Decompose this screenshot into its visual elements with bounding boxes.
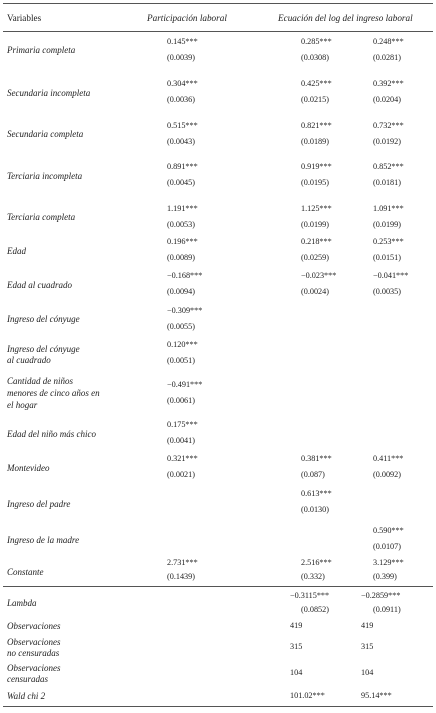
stat-value: −0.3115***: [290, 591, 330, 600]
coef-cell: 3.129***: [373, 558, 404, 567]
coef-cell: 1.191***: [167, 204, 198, 213]
stat-label: Observaciones: [7, 621, 61, 631]
row-label: Edad del niño más chico: [7, 429, 96, 439]
stat-se: (0.0911): [373, 605, 401, 614]
se-cell: (0.0189): [301, 137, 329, 146]
coef-cell: 0.145***: [167, 37, 198, 46]
header-variables: Variables: [7, 13, 42, 23]
se-cell: (0.0192): [373, 137, 401, 146]
coef-cell: 0.196***: [167, 237, 198, 246]
stat-label: Observaciones: [7, 663, 61, 673]
coef-cell: −0.168***: [167, 271, 203, 280]
header-rule: [3, 31, 433, 32]
se-cell: (0.0089): [167, 253, 195, 262]
row-label: Ingreso del cónyuge: [7, 314, 80, 324]
se-cell: (0.0281): [373, 53, 401, 62]
se-cell: (0.0036): [167, 95, 195, 104]
se-cell: (0.0199): [373, 220, 401, 229]
coef-cell: 0.321***: [167, 454, 198, 463]
se-cell: (0.0055): [167, 322, 195, 331]
coef-cell: 0.392***: [373, 79, 404, 88]
row-label: Montevideo: [7, 463, 50, 473]
coef-cell: 2.731***: [167, 558, 198, 567]
row-label: Edad al cuadrado: [7, 280, 72, 290]
row-label: Terciaria completa: [7, 212, 76, 222]
se-cell: (0.0039): [167, 53, 195, 62]
coef-cell: 0.120***: [167, 340, 198, 349]
coef-cell: 0.218***: [301, 237, 332, 246]
header-participacion: Participación laboral: [147, 13, 227, 23]
stat-value: 95.14***: [361, 691, 392, 700]
se-cell: (0.0041): [167, 436, 195, 445]
stat-value: 315: [290, 642, 303, 651]
se-cell: (0.0053): [167, 220, 195, 229]
se-cell: (0.0051): [167, 356, 195, 365]
stat-value: 315: [361, 642, 374, 651]
row-label: Cantidad de niños: [7, 376, 74, 386]
se-cell: (0.0215): [301, 95, 329, 104]
coef-cell: 0.891***: [167, 162, 198, 171]
stat-value: 101.02***: [290, 691, 325, 700]
se-cell: (0.0308): [301, 53, 329, 62]
se-cell: (0.0204): [373, 95, 401, 104]
row-label: Edad: [7, 246, 26, 256]
stat-label: no censuradas: [7, 648, 60, 658]
se-cell: (0.0181): [373, 178, 401, 187]
bottom-rule: [3, 706, 433, 707]
se-cell: (0.0045): [167, 178, 195, 187]
stat-value: 419: [290, 621, 303, 630]
row-label: Ingreso del padre: [7, 499, 71, 509]
coef-cell: −0.041***: [373, 271, 409, 280]
row-label: Secundaria completa: [7, 129, 84, 139]
row-label: al cuadrado: [7, 355, 51, 365]
se-cell: (0.0092): [373, 470, 401, 479]
top-rule: [3, 3, 433, 4]
coef-cell: 1.125***: [301, 204, 332, 213]
row-label: Constante: [7, 567, 44, 577]
se-cell: (0.0199): [301, 220, 329, 229]
stat-label: Lambda: [7, 598, 37, 608]
coef-cell: 0.411***: [373, 454, 404, 463]
coef-cell: 0.304***: [167, 79, 198, 88]
se-cell: (0.1439): [167, 572, 195, 581]
stat-value: −0.2859***: [361, 591, 401, 600]
row-label: Ingreso de la madre: [7, 535, 80, 545]
regression-table: [3, 3, 433, 711]
coef-cell: 0.248***: [373, 37, 404, 46]
se-cell: (0.0130): [301, 505, 329, 514]
stats-rule: [3, 586, 433, 587]
stat-value: 104: [290, 668, 303, 677]
coef-cell: −0.491***: [167, 380, 203, 389]
se-cell: (0.087): [301, 470, 325, 479]
row-label: Terciaria incompleta: [7, 171, 83, 181]
se-cell: (0.0035): [373, 287, 401, 296]
coef-cell: 0.919***: [301, 162, 332, 171]
coef-cell: 0.253***: [373, 237, 404, 246]
coef-cell: 0.285***: [301, 37, 332, 46]
coef-cell: 0.613***: [301, 489, 332, 498]
se-cell: (0.0107): [373, 542, 401, 551]
se-cell: (0.332): [301, 572, 325, 581]
coef-cell: 0.425***: [301, 79, 332, 88]
coef-cell: 0.515***: [167, 121, 198, 130]
stat-value: 419: [361, 621, 374, 630]
coef-cell: −0.023***: [301, 271, 337, 280]
coef-cell: 0.852***: [373, 162, 404, 171]
coef-cell: 0.175***: [167, 420, 198, 429]
se-cell: (0.0195): [301, 178, 329, 187]
se-cell: (0.0024): [301, 287, 329, 296]
se-cell: (0.399): [373, 572, 397, 581]
coef-cell: 0.381***: [301, 454, 332, 463]
row-label: Secundaria incompleta: [7, 88, 91, 98]
stat-label: censuradas: [7, 674, 48, 684]
stat-se: (0.0852): [301, 605, 329, 614]
row-label: Primaria completa: [7, 45, 76, 55]
se-cell: (0.0094): [167, 287, 195, 296]
stat-label: Wald chi 2: [7, 691, 46, 701]
row-label: menores de cinco años en: [7, 388, 100, 398]
stat-label: Observaciones: [7, 637, 61, 647]
coef-cell: 1.091***: [373, 204, 404, 213]
coef-cell: 0.821***: [301, 121, 332, 130]
se-cell: (0.0151): [373, 253, 401, 262]
header-ecuacion: Ecuación del log del ingreso laboral: [278, 13, 413, 23]
coef-cell: 0.590***: [373, 526, 404, 535]
se-cell: (0.0021): [167, 470, 195, 479]
se-cell: (0.0259): [301, 253, 329, 262]
se-cell: (0.0061): [167, 396, 195, 405]
coef-cell: −0.309***: [167, 306, 203, 315]
coef-cell: 0.732***: [373, 121, 404, 130]
coef-cell: 2.516***: [301, 558, 332, 567]
stat-value: 104: [361, 668, 374, 677]
row-label: Ingreso del cónyuge: [7, 344, 80, 354]
row-label: el hogar: [7, 400, 38, 410]
se-cell: (0.0043): [167, 137, 195, 146]
